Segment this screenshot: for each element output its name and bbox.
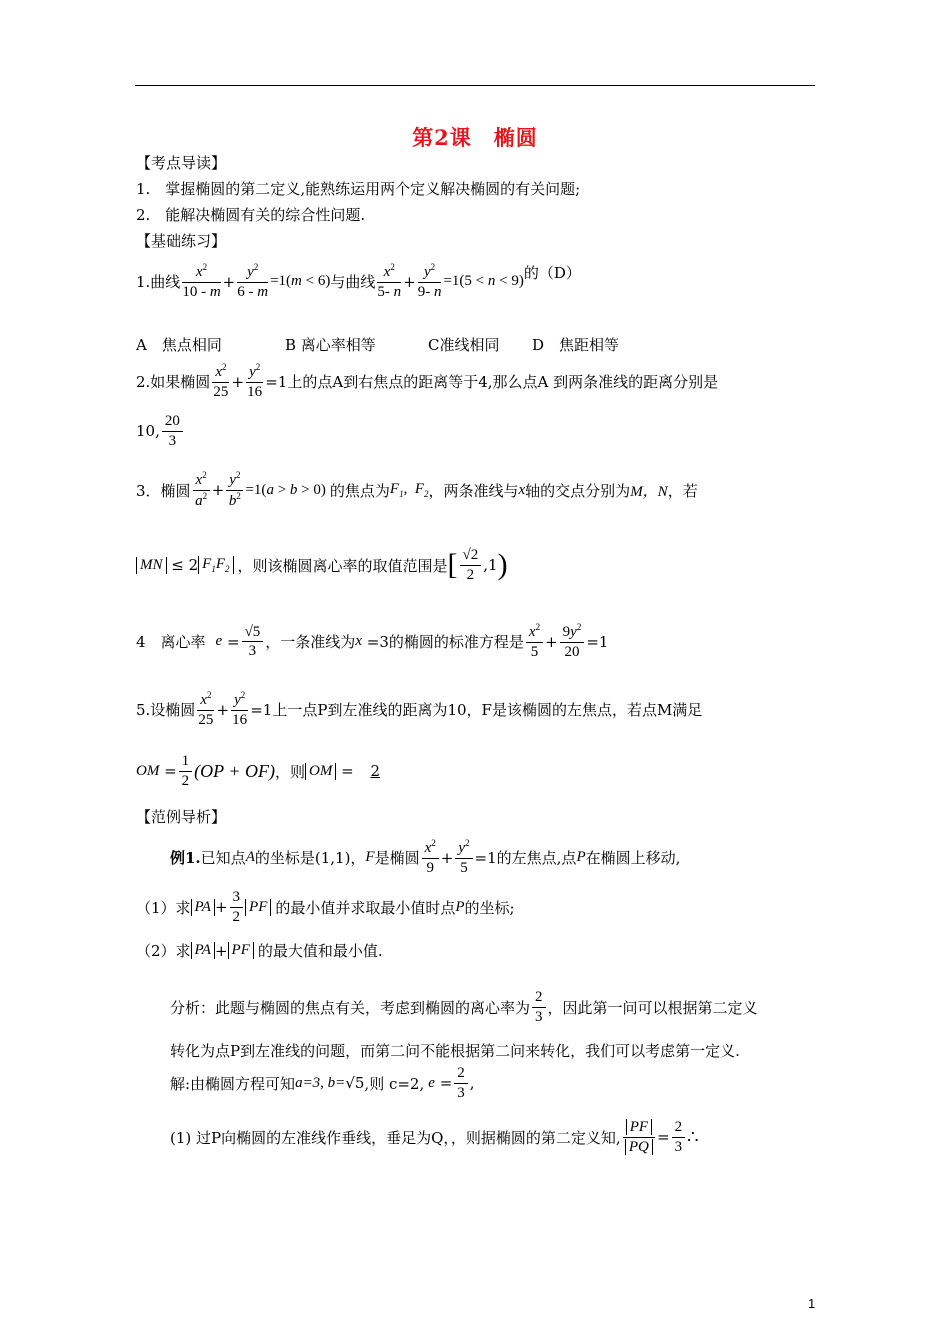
analysis-line1a: 分析：此题与椭圆的焦点有关，考虑到椭圆的离心率为 <box>170 998 531 1017</box>
q2-answer-prefix: 10, <box>136 422 160 441</box>
q5-prefix: 5.设椭圆 <box>136 701 196 720</box>
q1-option-d: D 焦距相等 <box>532 336 620 354</box>
q1-suffix: 的（D） <box>523 264 581 282</box>
q1-frac-x2: $\frac{x^2}{5- n}$ <box>377 262 402 300</box>
section-kaodian: 【考点导读】 <box>136 154 227 172</box>
analysis-line-4: (1) 过P向椭圆的左准线作垂线，垂足为Q，，则据椭圆的第二定义知, $\frac{PF}{PQ}$ = $\frac{2}{3}$ ∴ <box>170 1119 699 1155</box>
q5-equation: OM = $\frac{1}{2}$ (OP + OF) ，则 OM = 2 <box>136 752 392 791</box>
header-rule <box>135 85 815 86</box>
analysis-line3a: 解:由椭圆方程可知 <box>170 1074 296 1093</box>
ex1-p2-text: 的最大值和最小值. <box>257 942 383 960</box>
q1-mid: 与曲线 <box>330 273 376 292</box>
question-3: 3．椭圆 $\frac{x^2}{a^2}$ + $\frac{y^2}{b^2}$ =1(a > b > 0) 的焦点为 $F_1$, $F_2$ ，两条准线与 x 轴的交点分别为 M，N ，若 <box>136 470 698 509</box>
analysis-line1b: ，因此第一问可以根据第二定义 <box>547 998 758 1017</box>
q3-condition: MN ≤ 2 $F_1F_2$ ，则该椭圆离心率的取值范围是 [ $\frac{√2}{2}$ ,1 ) <box>136 546 508 585</box>
q4-prefix: 4 离心率 <box>136 633 206 652</box>
ex1-text2: 的坐标是(1,1)， <box>254 849 366 868</box>
section-jichu: 【基础练习】 <box>136 232 227 250</box>
question-4: 4 离心率 e = $\frac{√5}{3}$ ，一条准线为 x =3 的椭圆的标准方程是 $\frac{x^2}{5}$ + $\frac{9y^2}{20}$ =1 <box>136 622 609 660</box>
q3-text2: ，两条准线与 <box>428 481 519 500</box>
q1-frac-y: $\frac{y^2}{6 - m}$ <box>237 262 269 300</box>
q2-prefix: 2.如果椭圆 <box>136 373 211 392</box>
q2-answer-num: 20 <box>162 412 183 432</box>
page-title: 第2课 椭圆 <box>412 125 538 150</box>
analysis-line-1: 分析：此题与椭圆的焦点有关，考虑到椭圆的离心率为 $\frac{2}{3}$ ，因此第一问可以根据第二定义 <box>170 989 758 1025</box>
kaodian-item-1: 1. 掌握椭圆的第二定义,能熟练运用两个定义解决椭圆的有关问题; <box>136 180 581 198</box>
q3-text4: ，若 <box>667 481 698 500</box>
ex1-label: 例1. <box>170 849 201 868</box>
q4-text2: 的椭圆的标准方程是 <box>388 633 524 652</box>
ex1-part-1: （1）求 PA + $\frac{3}{2}$ PF 的最小值并求取最小值时点 P 的坐标; <box>136 889 515 925</box>
q5-answer: 2 <box>370 762 380 781</box>
q3-prefix: 3．椭圆 <box>136 481 191 500</box>
ex1-text3: 是椭圆 <box>374 849 420 868</box>
section-fanli: 【范例导析】 <box>136 808 227 826</box>
ex1-text5: 在椭圆上移动, <box>585 849 681 868</box>
q3-text5: ，则该椭圆离心率的取值范围是 <box>237 556 448 575</box>
q5-text2: ，则 <box>274 762 305 781</box>
q3-text1: 的焦点为 <box>329 481 390 500</box>
ex1-p1-text: 的最小值并求取最小值时点 <box>275 898 456 917</box>
analysis-line3b: a=3, b= <box>295 1074 346 1091</box>
analysis-line-2: 转化为点P到左准线的问题，而第二问不能根据第二问来转化，我们可以考虑第一定义. <box>170 1042 740 1060</box>
q1-option-a: A 焦点相同 <box>136 336 222 354</box>
q2-text: 上的点A到右焦点的距离等于4,那么点A 到两条准线的距离分别是 <box>287 373 719 392</box>
ex1-part-2: （2）求 PA + PF 的最大值和最小值. <box>136 941 383 960</box>
analysis-line-3: 解:由椭圆方程可知 a=3, b= √5 ,则 c=2, e = $\frac{2}{3}$ , <box>170 1065 475 1101</box>
q1-frac-y2: $\frac{y^2}{9- n}$ <box>417 262 442 300</box>
example-1: 例1. 已知点 A 的坐标是(1,1)， F 是椭圆 $\frac{x^2}{9}$ + $\frac{y^2}{5}$ =1 的左焦点,点 P 在椭圆上移动, <box>170 838 681 876</box>
page-number: 1 <box>808 1296 816 1311</box>
kaodian-item-2: 2. 能解决椭圆有关的综合性问题. <box>136 206 366 224</box>
q5-text: 上一点P到左准线的距离为10，F是该椭圆的左焦点，若点M满足 <box>272 701 703 720</box>
q1-option-c: C准线相同 <box>428 336 500 354</box>
ex1-p1-text2: 的坐标; <box>464 898 515 917</box>
q4-text1: ，一条准线为 <box>265 633 356 652</box>
q2-answer-den: 3 <box>168 432 177 449</box>
ex1-text4: 的左焦点,点 <box>496 849 577 868</box>
ex1-p2-prefix: （2）求 <box>136 942 191 960</box>
analysis-line3c: ,则 c=2, <box>364 1074 425 1093</box>
q3-text3: 轴的交点分别为 <box>525 481 631 500</box>
q1-prefix: 1.曲线 <box>136 273 181 292</box>
ex1-p1-prefix: （1）求 <box>136 898 191 917</box>
q2-answer <box>136 412 185 451</box>
question-5: 5.设椭圆 $\frac{x^2}{25}$ + $\frac{y^2}{16}$ =1 上一点P到左准线的距离为10，F是该椭圆的左焦点，若点M满足 <box>136 690 703 728</box>
question-1: 1.曲线 $\frac{x^2}{10 - m}$ + $\frac{y^2}{6 - m}$ =1(m < 6) 与曲线 $\frac{x^2}{5- n}$ + $\frac{y^2}{9- n}$ =1(5 < n < 9) 的（D） <box>136 262 581 300</box>
q1-frac-x: $\frac{x^2}{10 - m}$ <box>182 262 221 300</box>
question-2: 2.如果椭圆 $\frac{x^2}{25}$ + $\frac{y^2}{16}$ =1 上的点A到右焦点的距离等于4,那么点A 到两条准线的距离分别是 <box>136 362 719 400</box>
analysis-line4a: (1) 过P向椭圆的左准线作垂线，垂足为Q，，则据椭圆的第二定义知, <box>170 1128 621 1147</box>
ex1-text1: 已知点 <box>200 849 246 868</box>
q1-option-b: B 离心率相等 <box>285 336 376 354</box>
